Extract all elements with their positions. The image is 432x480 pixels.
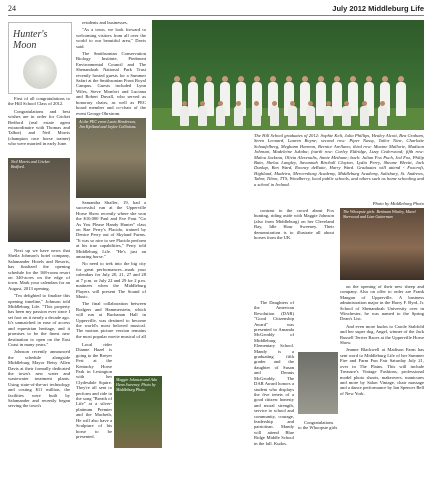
paragraph: contrast to the crowd about Fox hunting, riding aside with Maggie Johnson (also from Middleburg) on her Cleveland Bay, Idle Hour Sweeney. Their demonstration is to illustrate all about horses from the UK. xyxy=(254,208,334,241)
column3-left-lower xyxy=(254,300,294,476)
paragraph: The final collaboration between Rodgers and Hammerstein, which will run at Buchanan Hall in Upperville, was destined to become the world's most beloved musical. The motion picture version remains the most popular movie musical of all xyxy=(76,301,146,339)
paragraph: The Smithsonian Conservation Biology Institute, Piedmont Environmental Council and The Shenandoah National Park Trust recently hosted guests for a Summer Safari at the Smithsonian Front Royal Campus. Guests included Lynn Wiles, Steve Monfort and Luciana and Robert Duvall, who served as honorary chairs, as well as PEC board member and co-chair of the event George Ohrstrom. xyxy=(76,51,146,116)
column2-mid xyxy=(76,200,146,340)
paragraph: "I'm delighted to finalize this opening timeline," Johnson told Middleburg Life. "This property has been my passion ever since I set foot on it nearly a decade ago. It's unmatched in ease of access and equestrian heritage, and it promises to be the finest new destination to open on the East Coast in many years." xyxy=(8,293,70,347)
wedding-photo xyxy=(8,158,70,242)
paragraph: Congratulations to the Whoopsie girls xyxy=(298,420,338,431)
paragraph: The Daughters of the American Revolution (DAR) "Good Citizenship Award" was presented to Amanda McGeoddy of Middleburg Elementary School. Mandy is a graduating fifth grader and the daughter of Susan and Dennis McGeoddy. The DAR Award honors a student who displays the five tenets of a good citizen: honesty and moral strength, service to school and community, courage, leadership and patriotism. Mandy will attend Blue Ridge Middle School in the fall. Kudos. xyxy=(254,300,294,446)
column1-body xyxy=(8,248,70,476)
column2-top xyxy=(76,20,146,116)
photo-caption: At the PEC event Lucia Henderson, Jim Kjelland and Jaylee Collintons. xyxy=(79,119,137,129)
pec-event-photo xyxy=(76,118,146,198)
whoopsie-girls-photo xyxy=(340,208,424,280)
column3-right-body xyxy=(340,284,424,476)
paragraph: residents and businesses. xyxy=(82,20,128,25)
column1-intro xyxy=(8,96,70,154)
photo-caption: Maggie Johnson and Ada Henn Sweeney. Photo by Middleburg Photo xyxy=(116,377,157,392)
graduates-caption xyxy=(254,133,424,201)
header-rule xyxy=(8,15,424,16)
paragraph: No need to trek into the big city for great performances...mark your calendars for July 20, 21, 27 and 28 at 7 p.m. or July 22 and 29 for 2 p.m. matinees when the Middleburg Players will present The Sound of Music. xyxy=(76,261,146,299)
student-photo xyxy=(298,352,338,414)
paragraph: And even more kudos to Carole Stabfold and her super dog, Angel, winner of the Jack Russell Terrier Races at the Upperville Horse Show. xyxy=(340,323,424,346)
paragraph: Samantha Shaffer, 19, had a successful run at the Upperville Horse Show recently where she won the $10,000 Paul and Eve Fout "Go As You Please Handy Hunter" class on Rae Perry's Placido, trained by Denice Perry out of Skyland Farms. "It was so nice to see Placido perform at his true capabilities," Perry told Middleburg Life. "He's just an amazing horse." xyxy=(76,200,146,260)
paragraph: Jeanne Blackwell at Madison Farm has sent word to Middleburg Life of her Summer Fire and Farm Fun Fair Saturday July 21, over in The Plains. This will include Treasure's Vintage Fashions, professional model photo shoots, makeovers, manicures and more by Salon Vintage, chair massage and a dance performance by Ian Spencer Bell of New York. xyxy=(340,347,424,396)
page-number: 24 xyxy=(8,4,16,13)
photo-credit: Photo by Middleburg Photo xyxy=(372,201,424,206)
graduates-photo xyxy=(152,20,424,130)
paragraph: Local rider Dianne Hazel is going to the Breyer Fest at the Kentucky Horse Park in Lexington with her Clydesdale Squire. They're all sent to perform and ride in the song "Breath of Life" at a silver-platinum Premier and the Macbeth, He will also have a Sculpture of his horse to be presented. xyxy=(76,342,112,439)
horse-riders-photo xyxy=(114,376,162,448)
paragraph: Johnson recently announced the schedule alongside Middleburg Mayor Betsy Allen Davis at their formally dedicated the town's new water and wastewater treatment plants. Using state-of-the-art technology and costing $11 million, the facilities were built by Salamander and recently began serving the town's xyxy=(8,349,70,409)
column3-left-upper xyxy=(254,208,334,306)
publication-title: July 2012 Middleburg Life xyxy=(332,4,424,13)
moon-icon xyxy=(23,55,57,89)
paragraph: on the opening of their new sheep and company. Also on offer to order are Frank Mangan of Upperville, A business administration major in the Harry F. Byrd, Jr. School of Shenandoah University over in Winchester, he was named to the Spring Dean's List. xyxy=(340,284,424,322)
paragraph: Congratulations and best wishes are in order for Cricket Bedford (real estate agent extraordinaire with Thomas and Talbot) and Neil Morris (champion race horse trainer) who were married in early June. xyxy=(8,108,70,147)
photo-caption: Neil Morris and Cricket Bedford. xyxy=(11,159,50,169)
paragraph: Next up we have news that Sheila Johnson's hotel company, Salamander Hotels and Resorts, has finalized the opening schedule for the 168-room resort on 340-acres on the edge of town. Mark your calendars for an August, 2013 opening. xyxy=(8,248,70,291)
caption-text: The Hill School graduates of 2012: Sophie Kelt, Julia Phillips, Healey Alcott, Bea Graham, Seren Leonard, Lauren Boyne; second row: Piper Nassy, Tailor Nine, Charlotte Schaufelberg, Meghann Harmon, Bernice Arellano; third row: Maxine Mallorie, Madison Johnson, Madeleine Jukoba; fourth row: Carley Eldridge, Lizzy Cederwood; fifth row: Malou Jackson, Olivia Alexeoulis, Annie Methane; back: Julian Fox Puch, Jed Fox, Philip Bain, Shelas Langley, Savannah Birchall Clayton, Lydia Perry, Sheane Blevitt, Jack Dunlap, Ben Ward, Rooney deRutte, Harry Ward. Graduates will attend - Foxcroft, Highland, Madeira, Mercersburg Academy, Middleburg Academy, Salisbury, St. Andrews, Tabor, Tilton, TTS, Woodberry, local public schools, and others such as home schooling and a school in Ireland. xyxy=(254,133,424,187)
paragraph: "As a town, we look forward to welcoming visitors from all over the world to our beautiful area," Davis said. xyxy=(76,27,146,49)
logo-line1: Hunter's xyxy=(13,29,48,40)
hunters-moon-logo xyxy=(8,22,72,94)
logo-line2: Moon xyxy=(13,40,37,51)
photo-caption: The Whoopsie girls: Bettinam Whaley, Mavel Sherwood and Lian Gutterman xyxy=(343,209,416,219)
paragraph: First of all congratulations to the Hill School Class of 2012. xyxy=(8,96,70,107)
column2-bottom xyxy=(76,342,112,476)
column3-whoopsie xyxy=(298,420,338,476)
